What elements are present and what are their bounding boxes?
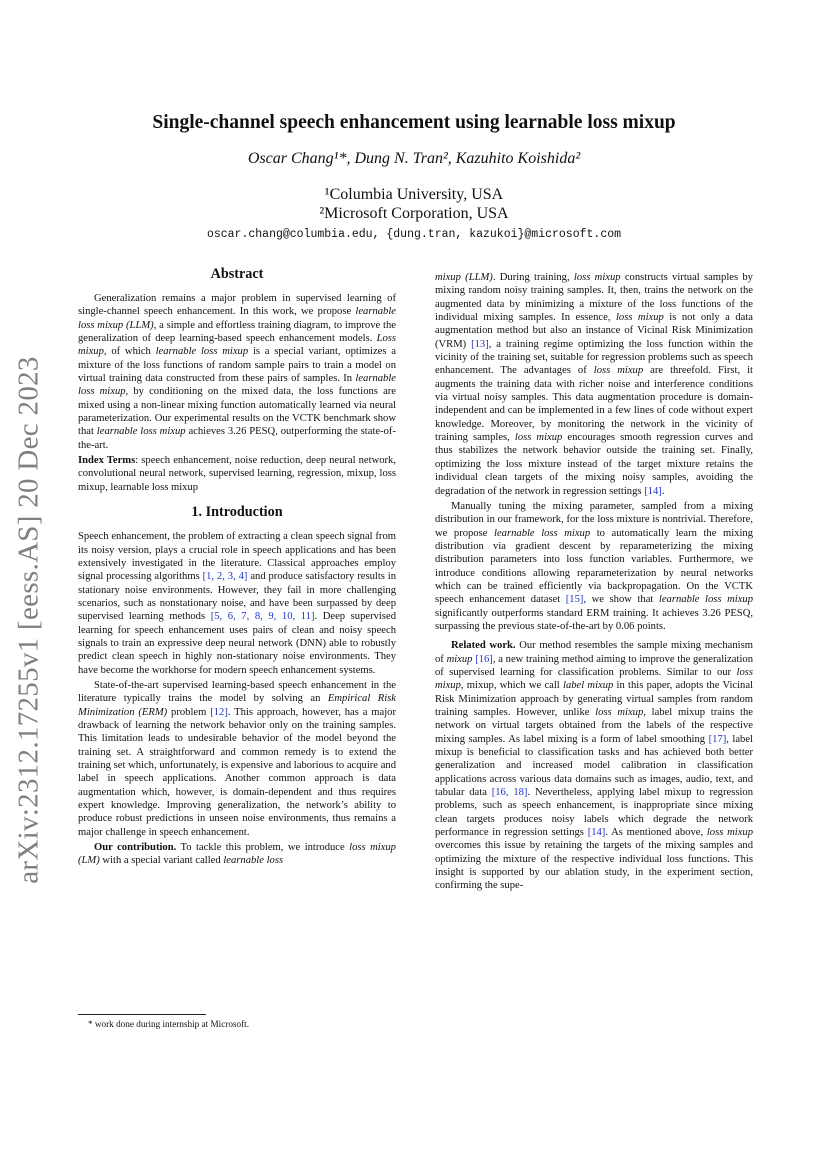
right-column	[435, 271, 753, 893]
author-list: Oscar Chang¹*, Dung N. Tran², Kazuhito Koishida²	[247, 150, 581, 167]
index-terms-label: Index Terms	[78, 455, 136, 467]
paragraph-label: Our contribution.	[94, 842, 177, 854]
introduction-heading: 1. Introduction	[191, 504, 283, 521]
arxiv-side-stamp	[8, 345, 50, 895]
right-paragraph-1: mixup (LLM). During training, loss mixup constructs virtual samples by mixing random noisy training samples. It, then, trains the network on the augmented data by minimizing a mixture of the loss functions of the individual mixing samples. In essence, loss mixup is not only a data augmentation method but also an instance of Vicinal Risk Minimization (VRM) [13], a training regime optimizing the loss function within the vicinity of the training set, suitable for regression problems such as speech enhancement. The advantages of loss mixup are threefold. First, it augments the training data with richer noise and interference conditions via virtual noisy samples. This data augmentation procedure is domain-independent and can be implemented in a few lines of code without expert knowledge. Moreover, by monitoring the network in the vicinity of training samples, loss mixup encourages smooth regression curves and thus stabilizes the network behavior outside the training set. Finally, optimizing the loss mixture instead of the target mixture retains the individual clean targets of the mixing noisy samples, avoiding the degradation of the network in regression settings [14].	[435, 272, 754, 497]
citation-link[interactable]: [12]	[210, 706, 228, 718]
intro-paragraph-1: Speech enhancement, the problem of extracting a clean speech signal from its noisy version, plays a crucial role in speech applications and has been extensively investigated in the literature. Classical approaches employ signal processing algorithms [1, 2, 3, 4] and produce satisfactory results in stationary noise environments. However, they fail in more challenging scenarios, such as nonstationary noise, and have been surpassed by deep supervised learning methods [5, 6, 7, 8, 9, 10, 11]. Deep supervised learning for speech enhancement uses pairs of clean and noisy speech signals to train an expressive deep neural network (DNN) able to robustly predict clean speech in highly non-stationary noise environments. They have become the workhorse for modern speech enhancement systems.	[78, 531, 397, 676]
paper-title: Single-channel speech enhancement using learnable loss mixup	[152, 112, 676, 133]
related-work-paragraph: Related work. Our method resembles the sample mixing mechanism of mixup [16], a new training method aiming to improve the generalization of supervised learning for classification problems. Similar to our loss mixup, mixup, which we call label mixup in this paper, adopts the Vicinal Risk Minimization approach by generating virtual samples from random training samples. However, unlike loss mixup, label mixup trains the network on virtual targets obtained from the labels of the respective mixing samples. As label mixing is a form of label smoothing [17], label mixup is beneficial to classification tasks and has achieved both better generalization and increased model calibration in classification applications across various data domains such as images, audio, text, and tabular data [16, 18]. Nevertheless, applying label mixup to regression problems, such as speech enhancement, is inappropriate since mixing clean targets produces noisy labels which degrade the network performance in regression settings [14]. As mentioned above, loss mixup overcomes this issue by retaining the targets of the mixing samples and optimizing the mixture of the respective individual loss functions. This insight is supported by our ablation study, in the experiment section, confirming the supe-	[435, 640, 754, 892]
author-emails: oscar.chang@columbia.edu, {dung.tran, kazukoi}@microsoft.com	[206, 228, 622, 241]
footnote-rule	[78, 1014, 206, 1015]
citation-link[interactable]: [15]	[565, 594, 584, 606]
left-column	[78, 266, 396, 868]
citation-link[interactable]: [16, 18]	[491, 787, 528, 799]
paragraph-label: Related work.	[451, 640, 516, 652]
right-paragraph-2: Manually tuning the mixing parameter, sampled from a mixing distribution in our framework, for the loss mixture is nontrivial. Therefore, we propose learnable loss mixup to automatically learn the mixing distribution via gradient descent by reparameterizing the mixing distribution parameters into loss function variables. Furthermore, we introduce conditions allowing reparameterization by neural networks which can be trained efficiently via backpropagation. On the VCTK speech enhancement dataset [15], we show that learnable loss mixup significantly outperforms standard ERM training. It achieves 3.26 PESQ, surpassing the previous state-of-the-art by 0.06 points.	[435, 500, 753, 632]
intro-paragraph-3: Our contribution. To tackle this problem, we introduce loss mixup (LM) with a special variant called learnable loss	[78, 842, 396, 867]
citation-link[interactable]: [17]	[708, 733, 727, 745]
citation-link[interactable]: [5, 6, 7, 8, 9, 10, 11]	[210, 611, 315, 623]
abstract-paragraph: Generalization remains a major problem in supervised learning of single-channel speech enhancement. In this work, we propose learnable loss mixup (LLM), a simple and effortless training diagram, to improve the generalization of deep learning-based speech enhancement models. Loss mixup, of which learnable loss mixup is a special variant, optimizes a mixture of the loss functions of random sample pairs to train a model on virtual training data constructed from these pairs of samples. In learnable loss mixup, by conditioning on the mixed data, the loss functions are mixed using a non-linear mixing function automatically learned via neural parameterization. Our experimental results on the VCTK benchmark show that learnable loss mixup achieves 3.26 PESQ, outperforming the state-of-the-art.	[78, 293, 397, 451]
index-terms: Index Terms: speech enhancement, noise reduction, deep neural network, convolutional neural network, supervised learning, regression, mixup, loss mixup, learnable loss mixup	[78, 455, 396, 493]
footnote: * work done during internship at Microsoft.	[88, 1019, 250, 1029]
citation-link[interactable]: [13]	[471, 338, 489, 350]
citation-link[interactable]: [16]	[475, 653, 493, 665]
citation-link[interactable]: [14]	[644, 485, 662, 497]
intro-paragraph-2: State-of-the-art supervised learning-based speech enhancement in the literature typically trains the model by solving an Empirical Risk Minimization (ERM) problem [12]. This approach, however, has a major drawback of learning the network behavior only on the training samples. This limitation leads to undesirable behavior of the model beyond the training set. A straightforward and common remedy is to extend the training set which, unfortunately, is expensive and laborious to acquire and label in speech applications. Another common approach is data augmentation which, however, is domain-dependent and thus requires expert knowledge. Improving generalization, the network’s ability to produce robust predictions in unseen noise environments, thus remains a major challenge in speech enhancement.	[78, 679, 396, 838]
abstract-heading: Abstract	[210, 266, 264, 282]
citation-link[interactable]: [1, 2, 3, 4]	[202, 571, 248, 583]
affiliation-2: ²Microsoft Corporation, USA	[319, 205, 509, 222]
citation-link[interactable]: [14]	[587, 827, 606, 839]
arxiv-identifier: arXiv:2312.17255v1 [eess.AS] 20 Dec 2023	[12, 356, 45, 884]
affiliation-1: ¹Columbia University, USA	[324, 186, 504, 203]
